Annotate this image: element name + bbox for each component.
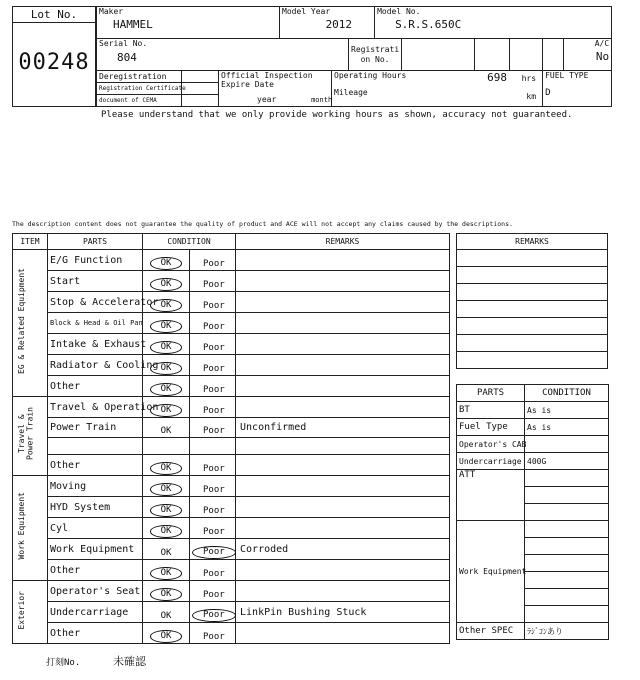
poor-option: Poor	[203, 405, 225, 416]
poor-option: Poor	[203, 589, 225, 600]
inspection-cell	[219, 71, 332, 107]
poor-option: Poor	[203, 342, 225, 353]
att-label: ATT	[457, 470, 525, 521]
ok-selected-mark: OK	[150, 278, 183, 291]
ok-selected-mark: OK	[150, 462, 183, 475]
remarks-cell	[236, 438, 450, 455]
ok-selected-mark: OK	[150, 504, 183, 517]
condition-ok-cell	[143, 397, 190, 418]
poor-option: Poor	[203, 258, 225, 269]
deregistration-label: Deregistration	[97, 71, 182, 83]
remarks-cell	[236, 581, 450, 602]
spec-condition: 400G	[525, 453, 609, 470]
month-label: month	[311, 96, 333, 104]
spec-condition	[525, 436, 609, 453]
ac-cell	[564, 39, 612, 71]
remarks-cell	[236, 518, 450, 539]
year-label: year	[257, 95, 277, 104]
condition-poor-cell	[190, 313, 236, 334]
ok-selected-mark: OK	[150, 362, 183, 375]
working-hours-notice: Please understand that we only provide working hours as shown, accuracy not guaranteed.	[101, 110, 573, 120]
condition-poor-cell	[190, 376, 236, 397]
registration-box-3	[510, 39, 543, 71]
remarks-cell	[236, 623, 450, 644]
condition-ok-cell	[143, 497, 190, 518]
parts-header: PARTS	[48, 234, 143, 250]
condition-ok-cell	[143, 313, 190, 334]
ok-selected-mark: OK	[150, 341, 183, 354]
ok-option: OK	[160, 547, 172, 558]
maker-label: Maker	[99, 7, 124, 16]
ok-option: OK	[160, 610, 172, 621]
model-no-label: Model No.	[377, 7, 421, 16]
condition-row	[13, 476, 450, 497]
item-header: ITEM	[13, 234, 48, 250]
poor-selected-mark: Poor	[192, 546, 236, 559]
cema-label: document of CEMA	[97, 95, 182, 107]
condition-ok-cell	[143, 623, 190, 644]
condition-ok-cell	[143, 518, 190, 539]
stamp-value: 未確認	[113, 655, 146, 668]
work-equipment-value-row	[525, 589, 609, 606]
ok-selected-mark: OK	[150, 299, 183, 312]
inspection-label: Official Inspection Expire Date	[221, 71, 313, 89]
condition-ok-cell	[143, 334, 190, 355]
ok-selected-mark: OK	[150, 525, 183, 538]
condition-poor-cell	[190, 250, 236, 271]
poor-option: Poor	[203, 279, 225, 290]
part-name: Block & Head & Oil Pan	[48, 313, 143, 334]
part-name: Other	[48, 455, 143, 476]
part-name: Undercarriage	[48, 602, 143, 623]
ok-selected-mark: OK	[150, 630, 183, 643]
condition-row	[13, 334, 450, 355]
remarks-cell	[236, 355, 450, 376]
part-name: HYD System	[48, 497, 143, 518]
poor-option: Poor	[203, 384, 225, 395]
other-spec-label: Other SPEC	[457, 623, 525, 640]
condition-poor-cell	[190, 539, 236, 560]
part-name: Power Train	[48, 418, 143, 438]
poor-option: Poor	[203, 321, 225, 332]
att-value-row	[525, 504, 609, 521]
hrs-unit: hrs	[521, 74, 537, 83]
part-name: E/G Function	[48, 250, 143, 271]
poor-selected-mark: Poor	[192, 609, 236, 622]
remarks-cell	[236, 271, 450, 292]
part-name: Operator's Seat	[48, 581, 143, 602]
att-value-row	[525, 487, 609, 504]
condition-row	[13, 518, 450, 539]
spec-part: BT	[457, 402, 525, 419]
work-equipment-value-row	[525, 521, 609, 538]
remarks-cell	[236, 292, 450, 313]
condition-poor-cell	[190, 455, 236, 476]
remarks-cell: LinkPin Bushing Stuck	[236, 602, 450, 623]
reg-cert-box	[182, 83, 219, 95]
fuel-type-label: FUEL TYPE	[545, 71, 589, 80]
work-equipment-label: Work Equipment	[457, 521, 525, 623]
ok-selected-mark: OK	[150, 257, 183, 270]
description-notice: The description content does not guarantee the quality of product and ACE will not accept any claims caused by the descriptions.	[12, 220, 513, 228]
condition-ok-cell	[143, 476, 190, 497]
work-equipment-value-row	[525, 606, 609, 623]
condition-poor-cell	[190, 418, 236, 438]
poor-option: Poor	[203, 505, 225, 516]
condition-row	[13, 313, 450, 334]
model-no-cell	[375, 7, 612, 39]
registration-box-4	[543, 39, 564, 71]
ok-selected-mark: OK	[150, 383, 183, 396]
deregistration-box	[182, 71, 219, 83]
poor-option: Poor	[203, 568, 225, 579]
serial-label: Serial No.	[99, 39, 148, 48]
model-year-label: Model Year	[282, 7, 331, 16]
part-name: Stop & Accelerator	[48, 292, 143, 313]
ok-selected-mark: OK	[150, 404, 183, 417]
condition-header: CONDITION	[143, 234, 236, 250]
condition-row	[13, 250, 450, 271]
poor-option: Poor	[203, 426, 225, 436]
condition-row	[13, 560, 450, 581]
lot-box	[12, 6, 96, 107]
poor-option: Poor	[203, 631, 225, 642]
part-name	[48, 438, 143, 455]
condition-row	[13, 497, 450, 518]
fuel-type-cell	[543, 71, 612, 107]
condition-poor-cell	[190, 334, 236, 355]
extra-remarks-row	[457, 318, 608, 335]
work-equipment-value-row	[525, 572, 609, 589]
reg-cert-label: Registration Certificate	[97, 83, 182, 95]
remarks-cell: Corroded	[236, 539, 450, 560]
ok-selected-mark: OK	[150, 320, 183, 333]
item-group-label: Work Equipment	[17, 492, 26, 560]
poor-option: Poor	[203, 484, 225, 495]
serial-value: 804	[117, 51, 137, 64]
condition-ok-cell	[143, 539, 190, 560]
item-group-cell	[13, 250, 48, 397]
item-group-label: Travel & Power Train	[17, 407, 35, 461]
part-name: Moving	[48, 476, 143, 497]
remarks-cell	[236, 334, 450, 355]
hours-cell	[332, 71, 543, 107]
condition-table	[12, 233, 450, 644]
condition-ok-cell	[143, 455, 190, 476]
remarks-cell	[236, 560, 450, 581]
condition-ok-cell	[143, 581, 190, 602]
poor-option: Poor	[203, 363, 225, 374]
part-name: Radiator & Cooling	[48, 355, 143, 376]
condition-row	[13, 355, 450, 376]
condition-poor-cell	[190, 518, 236, 539]
part-name: Other	[48, 376, 143, 397]
specs-condition-header: CONDITION	[525, 385, 609, 402]
condition-row	[13, 397, 450, 418]
spec-condition: As is	[525, 402, 609, 419]
ok-option: OK	[160, 426, 172, 436]
ok-selected-mark: OK	[150, 483, 183, 496]
condition-poor-cell	[190, 623, 236, 644]
work-equipment-value-row	[525, 538, 609, 555]
condition-ok-cell	[143, 376, 190, 397]
item-group-cell	[13, 581, 48, 644]
condition-row	[13, 602, 450, 623]
part-name: Work Equipment	[48, 539, 143, 560]
part-name: Intake & Exhaust	[48, 334, 143, 355]
part-name: Other	[48, 623, 143, 644]
att-value-row	[525, 470, 609, 487]
poor-option: Poor	[203, 526, 225, 537]
cema-box	[182, 95, 219, 107]
extra-remarks-row	[457, 335, 608, 352]
condition-poor-cell	[190, 438, 236, 455]
part-name: Start	[48, 271, 143, 292]
remarks-cell	[236, 476, 450, 497]
extra-remarks-header: REMARKS	[457, 234, 608, 250]
maker-value: HAMMEL	[113, 18, 153, 31]
spec-part: Undercarriage	[457, 453, 525, 470]
remarks-cell: Unconfirmed	[236, 418, 450, 438]
condition-poor-cell	[190, 497, 236, 518]
condition-poor-cell	[190, 271, 236, 292]
remarks-cell	[236, 250, 450, 271]
ok-selected-mark: OK	[150, 567, 183, 580]
registration-box-1	[402, 39, 475, 71]
registration-label: Registrati on No.	[349, 39, 402, 71]
model-year-value: 2012	[325, 18, 353, 31]
remarks-header: REMARKS	[236, 234, 450, 250]
remarks-cell	[236, 497, 450, 518]
ac-value: No	[595, 50, 610, 63]
spec-part: Fuel Type	[457, 419, 525, 436]
condition-poor-cell	[190, 292, 236, 313]
work-equipment-value-row	[525, 555, 609, 572]
extra-remarks-table	[456, 233, 608, 369]
ac-label: A/C	[594, 39, 610, 48]
remarks-cell	[236, 455, 450, 476]
condition-row	[13, 623, 450, 644]
lot-label: Lot No.	[13, 7, 95, 23]
condition-row	[13, 271, 450, 292]
item-group-cell	[13, 476, 48, 581]
condition-row	[13, 376, 450, 397]
condition-poor-cell	[190, 397, 236, 418]
item-group-cell	[13, 397, 48, 476]
model-year-cell	[280, 7, 375, 39]
condition-ok-cell	[143, 271, 190, 292]
mileage-label: Mileage	[334, 88, 368, 97]
item-group-label: EG & Related Equipment	[17, 268, 26, 374]
poor-option: Poor	[203, 463, 225, 474]
part-name: Cyl	[48, 518, 143, 539]
part-name: Other	[48, 560, 143, 581]
part-name: Travel & Operation	[48, 397, 143, 418]
condition-row	[13, 455, 450, 476]
fuel-type-value: D	[545, 88, 551, 98]
condition-poor-cell	[190, 602, 236, 623]
specs-table	[456, 384, 609, 640]
serial-cell	[97, 39, 349, 71]
condition-row	[13, 292, 450, 313]
ok-selected-mark: OK	[150, 588, 183, 601]
condition-ok-cell	[143, 250, 190, 271]
condition-ok-cell	[143, 418, 190, 438]
op-hours-label: Operating Hours	[334, 71, 407, 80]
spec-condition: As is	[525, 419, 609, 436]
lot-number: 00248	[18, 50, 90, 75]
stamp-label: 打刻No.	[46, 658, 81, 668]
maker-cell	[97, 7, 280, 39]
condition-poor-cell	[190, 476, 236, 497]
condition-ok-cell	[143, 602, 190, 623]
condition-row	[13, 581, 450, 602]
extra-remarks-row	[457, 352, 608, 369]
poor-option: Poor	[203, 300, 225, 311]
header-table	[96, 6, 612, 107]
condition-row	[13, 418, 450, 438]
km-unit: km	[526, 92, 537, 101]
extra-remarks-row	[457, 250, 608, 267]
condition-ok-cell	[143, 292, 190, 313]
spec-part: Operator's CAB	[457, 436, 525, 453]
extra-remarks-row	[457, 284, 608, 301]
condition-ok-cell	[143, 355, 190, 376]
specs-parts-header: PARTS	[457, 385, 525, 402]
extra-remarks-row	[457, 301, 608, 318]
model-no-value: S.R.S.650C	[395, 18, 462, 31]
remarks-cell	[236, 313, 450, 334]
op-hours-value: 698	[487, 71, 507, 84]
condition-poor-cell	[190, 581, 236, 602]
condition-ok-cell	[143, 560, 190, 581]
item-group-label: Exterior	[17, 590, 26, 630]
remarks-cell	[236, 397, 450, 418]
remarks-cell	[236, 376, 450, 397]
extra-remarks-row	[457, 267, 608, 284]
condition-poor-cell	[190, 355, 236, 376]
condition-poor-cell	[190, 560, 236, 581]
condition-row	[13, 438, 450, 455]
registration-box-2	[475, 39, 510, 71]
other-spec-value: ﾗｼﾞｺﾝあり	[525, 623, 609, 640]
condition-ok-cell	[143, 438, 190, 455]
condition-row	[13, 539, 450, 560]
